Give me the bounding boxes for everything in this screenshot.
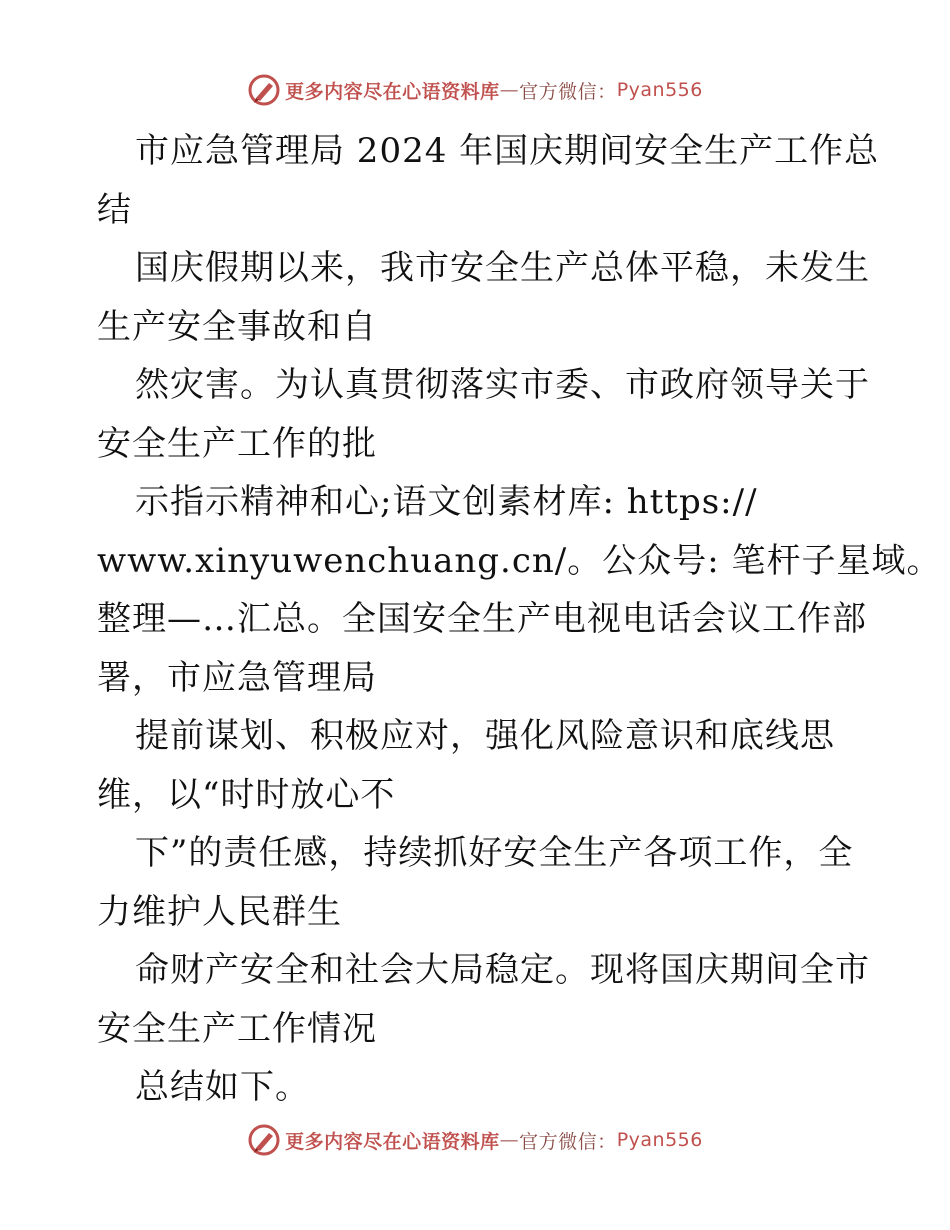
paragraph-line: www.xinyuwenchuang.cn/。公众号: 笔杆子星域。 <box>97 540 942 581</box>
paragraph-line: 整理—…汇总。全国安全生产电视电话会议工作部 <box>97 599 867 639</box>
document-body <box>97 122 942 1117</box>
paragraph-line: 维，以“时时放心不 <box>97 774 396 815</box>
footer-banner <box>0 1120 950 1160</box>
banner-label: 官方微信： <box>519 1130 617 1153</box>
paragraph-line: 命财产安全和社会大局稳定。现将国庆期间全市 <box>135 950 870 990</box>
title-line-cont: 结 <box>97 189 132 230</box>
banner-main-text: 更多内容尽在心语资料库 <box>285 1130 500 1153</box>
title-line: 市应急管理局 2024 年国庆期间安全生产工作总 <box>135 131 880 171</box>
paragraph-line: 下”的责任感，持续抓好安全生产各项工作，全 <box>135 833 854 873</box>
banner-dash: — <box>499 79 520 101</box>
paragraph-line: 然灾害。为认真贯彻落实市委、市政府领导关于 <box>135 365 870 405</box>
header-banner <box>0 70 950 110</box>
paragraph-line: 示指示精神和心;语文创素材库: https:// <box>135 482 758 522</box>
banner-wechat-id: Pyan556 <box>616 1129 703 1151</box>
paragraph-line: 力维护人民群生 <box>97 891 342 932</box>
pen-logo-icon <box>247 1123 281 1157</box>
paragraph-line: 国庆假期以来，我市安全生产总体平稳，未发生 <box>135 248 870 288</box>
paragraph-line: 署，市应急管理局 <box>97 657 377 698</box>
paragraph-line: 总结如下。 <box>135 1067 310 1107</box>
paragraph-line: 生产安全事故和自 <box>97 306 377 347</box>
banner-wechat-id: Pyan556 <box>616 79 703 101</box>
banner-label: 官方微信： <box>519 80 617 103</box>
paragraph-line: 安全生产工作情况 <box>97 1008 377 1049</box>
banner-main-text: 更多内容尽在心语资料库 <box>285 80 500 103</box>
pen-logo-icon <box>247 73 281 107</box>
banner-dash: — <box>499 1129 520 1151</box>
paragraph-line: 提前谋划、积极应对，强化风险意识和底线思 <box>135 716 835 756</box>
paragraph-line: 安全生产工作的批 <box>97 423 377 464</box>
